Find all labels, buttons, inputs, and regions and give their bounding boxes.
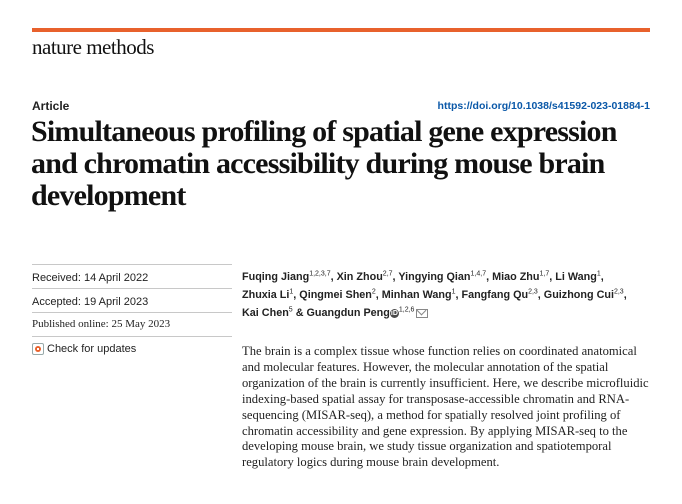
author[interactable] bbox=[398, 271, 486, 283]
article-type: Article bbox=[32, 99, 70, 113]
affiliation-marker: 2 bbox=[371, 288, 376, 296]
divider bbox=[32, 312, 232, 313]
email-icon[interactable] bbox=[416, 309, 428, 318]
author[interactable] bbox=[555, 271, 601, 283]
author[interactable] bbox=[492, 271, 549, 283]
journal-name: nature methods bbox=[32, 35, 154, 59]
affiliation-marker: 2,3 bbox=[613, 288, 624, 296]
author-name: Miao Zhu bbox=[492, 271, 540, 283]
author-name: Fangfang Qu bbox=[461, 289, 529, 301]
author[interactable] bbox=[307, 307, 429, 319]
divider bbox=[32, 264, 232, 265]
author[interactable] bbox=[544, 289, 624, 301]
received-date: Received: 14 April 2022 bbox=[32, 272, 149, 284]
author-name: Guizhong Cui bbox=[543, 289, 614, 301]
author-name: Yingying Qian bbox=[398, 271, 471, 283]
article-title: Simultaneous profiling of spatial gene expression and chromatin accessibility during mouse brain development bbox=[31, 115, 617, 212]
orcid-icon[interactable]: iD bbox=[390, 309, 398, 317]
author[interactable] bbox=[337, 271, 393, 283]
author-name: Fuqing Jiang bbox=[242, 271, 310, 283]
author-name: Minhan Wang bbox=[381, 289, 452, 301]
journal-accent-rule bbox=[32, 28, 650, 32]
author-name: Qingmei Shen bbox=[299, 289, 372, 301]
published-date: Published online: 25 May 2023 bbox=[32, 318, 171, 330]
author-name: Xin Zhou bbox=[336, 271, 383, 283]
author[interactable] bbox=[242, 271, 331, 283]
check-updates-icon bbox=[32, 343, 44, 355]
author-list: Fuqing Jiang$^{1,2,3,7}$, Xin Zhou$^{2,7}$, Yingying Qian$^{1,4,7}$, Miao Zhu$^{1,7}$, Li Wang$^1$, Zhuxia Li$^1$, Qingmei Shen$^2$, Minhan Wang$^1$, Fangfang Qu$^{2,3}$, Guizhong Cui$^{2,3}$, Kai Chen$^5$ & Guangdun PengiD$^{1,2,6}$ bbox=[242, 270, 627, 319]
divider bbox=[32, 288, 232, 289]
accepted-date: Accepted: 19 April 2023 bbox=[32, 296, 149, 308]
doi-link[interactable]: https://doi.org/10.1038/s41592-023-01884-1 bbox=[437, 100, 650, 112]
author-name: Li Wang bbox=[555, 271, 597, 283]
affiliation-marker: 5 bbox=[288, 306, 293, 314]
affiliation-marker: 1,4,7 bbox=[470, 270, 487, 278]
author[interactable] bbox=[382, 289, 456, 301]
divider bbox=[32, 336, 232, 337]
author[interactable] bbox=[299, 289, 376, 301]
check-updates-label: Check for updates bbox=[47, 343, 137, 355]
author[interactable] bbox=[242, 289, 293, 301]
author-name: Kai Chen bbox=[242, 307, 289, 319]
affiliation-marker: 1,2,6 bbox=[398, 306, 415, 314]
author[interactable] bbox=[242, 307, 293, 319]
check-for-updates-button[interactable] bbox=[32, 343, 232, 355]
author-name: Guangdun Peng bbox=[306, 307, 390, 319]
affiliation-marker: 2,3 bbox=[528, 288, 538, 296]
affiliation-marker: 1 bbox=[596, 270, 601, 278]
abstract: The brain is a complex tissue whose function relies on coordinated anatomical and molecular features. However, the molecular annotation of the spatial organization of the brain is currently insufficient. Here, we describe microfluidic indexing-based spatial assay for transposase-accessible chromatin and RNA-sequencing (MISAR-seq), a method for spatially resolved joint profiling of chromatin accessibility and gene expression. By applying MISAR-seq to the developing mouse brain, we study tissue organization and spatiotemporal regulatory logics during mouse brain development. bbox=[242, 344, 649, 470]
affiliation-marker: 1,2,3,7 bbox=[309, 270, 331, 278]
affiliation-marker: 1,7 bbox=[539, 270, 550, 278]
author[interactable] bbox=[461, 289, 537, 301]
affiliation-marker: 2,7 bbox=[382, 270, 393, 278]
author-name: Zhuxia Li bbox=[242, 289, 290, 301]
affiliation-marker: 1 bbox=[289, 288, 294, 296]
affiliation-marker: 1 bbox=[451, 288, 456, 296]
